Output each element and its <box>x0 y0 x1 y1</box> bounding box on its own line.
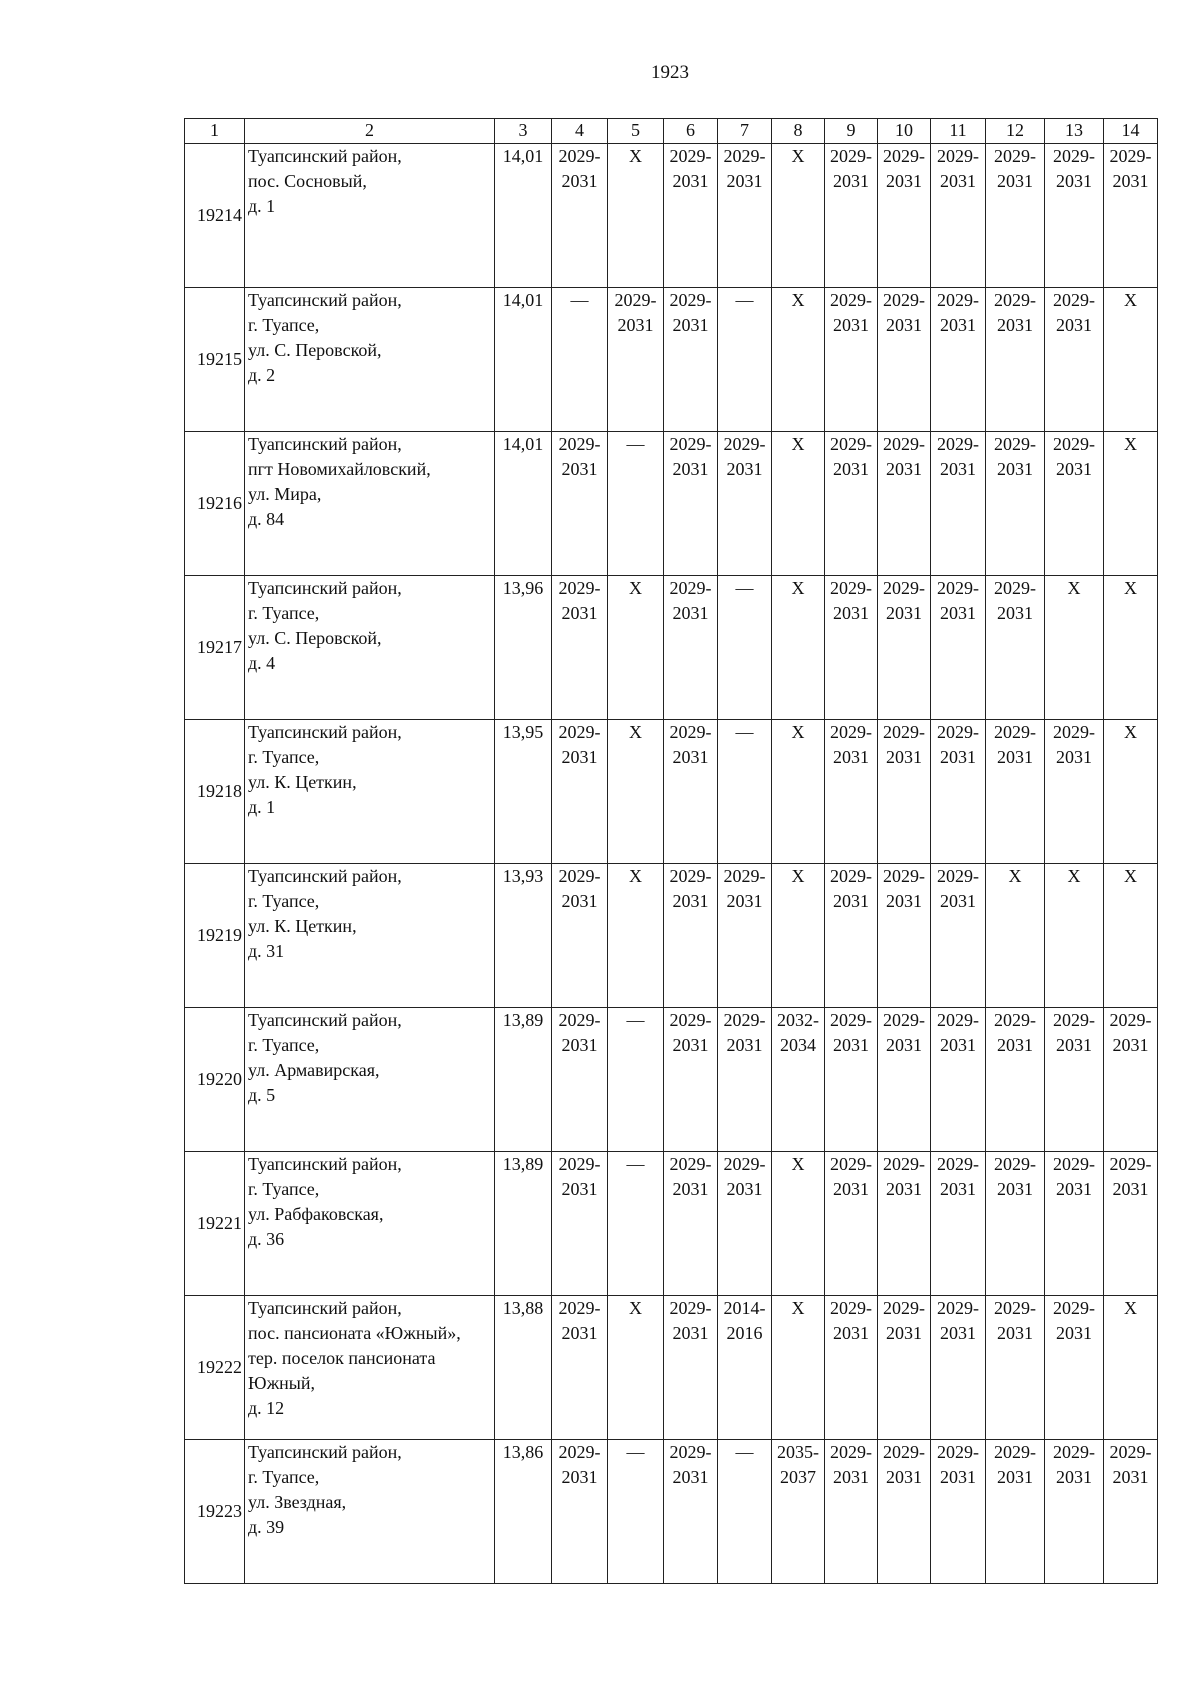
period-cell-col-7: 2029- 2031 <box>718 1008 772 1152</box>
period-cell-col-10: 2029- 2031 <box>878 288 931 432</box>
period-cell-col-4: 2029- 2031 <box>552 432 608 576</box>
period-cell-col-11: 2029- 2031 <box>931 432 986 576</box>
table-row <box>185 1440 1158 1584</box>
row-id: 19215 <box>185 288 245 432</box>
address-cell: Туапсинский район, г. Туапсе, ул. Рабфаковская, д. 36 <box>245 1152 495 1296</box>
column-header-7: 7 <box>718 119 772 144</box>
value-cell: 13,86 <box>495 1440 552 1584</box>
period-cell-col-11: 2029- 2031 <box>931 864 986 1008</box>
period-cell-col-8: Х <box>772 1152 825 1296</box>
address-cell: Туапсинский район, г. Туапсе, ул. К. Цеткин, д. 31 <box>245 864 495 1008</box>
value-cell: 13,93 <box>495 864 552 1008</box>
table-row <box>185 288 1158 432</box>
period-cell-col-4: 2029- 2031 <box>552 1008 608 1152</box>
value-cell: 14,01 <box>495 432 552 576</box>
period-cell-col-13: 2029- 2031 <box>1045 1152 1104 1296</box>
period-cell-col-12: 2029- 2031 <box>986 432 1045 576</box>
address-cell: Туапсинский район, г. Туапсе, ул. К. Цеткин, д. 1 <box>245 720 495 864</box>
period-cell-col-12: 2029- 2031 <box>986 1440 1045 1584</box>
period-cell-col-14: Х <box>1104 1296 1158 1440</box>
column-header-3: 3 <box>495 119 552 144</box>
period-cell-col-4: 2029- 2031 <box>552 1296 608 1440</box>
value-cell: 13,89 <box>495 1008 552 1152</box>
period-cell-col-6: 2029- 2031 <box>664 1296 718 1440</box>
period-cell-col-11: 2029- 2031 <box>931 576 986 720</box>
row-id: 19223 <box>185 1440 245 1584</box>
period-cell-col-10: 2029- 2031 <box>878 864 931 1008</box>
period-cell-col-7: 2029- 2031 <box>718 432 772 576</box>
period-cell-col-14: 2029- 2031 <box>1104 1008 1158 1152</box>
column-header-12: 12 <box>986 119 1045 144</box>
row-id: 19222 <box>185 1296 245 1440</box>
period-cell-col-12: 2029- 2031 <box>986 144 1045 288</box>
row-id: 19220 <box>185 1008 245 1152</box>
period-cell-col-12: 2029- 2031 <box>986 1008 1045 1152</box>
period-cell-col-11: 2029- 2031 <box>931 288 986 432</box>
period-cell-col-5: 2029- 2031 <box>608 288 664 432</box>
period-cell-col-13: 2029- 2031 <box>1045 288 1104 432</box>
period-cell-col-6: 2029- 2031 <box>664 864 718 1008</box>
period-cell-col-5: Х <box>608 720 664 864</box>
period-cell-col-14: Х <box>1104 720 1158 864</box>
period-cell-col-10: 2029- 2031 <box>878 1296 931 1440</box>
row-id: 19219 <box>185 864 245 1008</box>
table-row <box>185 576 1158 720</box>
period-cell-col-7: 2029- 2031 <box>718 1152 772 1296</box>
period-cell-col-11: 2029- 2031 <box>931 144 986 288</box>
period-cell-col-12: Х <box>986 864 1045 1008</box>
table-header <box>185 119 1158 144</box>
period-cell-col-7: 2029- 2031 <box>718 864 772 1008</box>
period-cell-col-6: 2029- 2031 <box>664 1440 718 1584</box>
period-cell-col-8: 2032- 2034 <box>772 1008 825 1152</box>
address-cell: Туапсинский район, г. Туапсе, ул. Армавирская, д. 5 <box>245 1008 495 1152</box>
column-header-6: 6 <box>664 119 718 144</box>
period-cell-col-13: Х <box>1045 864 1104 1008</box>
period-cell-col-10: 2029- 2031 <box>878 1440 931 1584</box>
period-cell-col-9: 2029- 2031 <box>825 1440 878 1584</box>
period-cell-col-9: 2029- 2031 <box>825 1152 878 1296</box>
table-row <box>185 144 1158 288</box>
period-cell-col-14: Х <box>1104 288 1158 432</box>
period-cell-col-11: 2029- 2031 <box>931 1008 986 1152</box>
address-cell: Туапсинский район, пгт Новомихайловский, ул. Мира, д. 84 <box>245 432 495 576</box>
period-cell-col-7: — <box>718 720 772 864</box>
period-cell-col-9: 2029- 2031 <box>825 432 878 576</box>
period-cell-col-9: 2029- 2031 <box>825 1296 878 1440</box>
period-cell-col-8: Х <box>772 864 825 1008</box>
period-cell-col-6: 2029- 2031 <box>664 288 718 432</box>
period-cell-col-10: 2029- 2031 <box>878 1152 931 1296</box>
address-cell: Туапсинский район, г. Туапсе, ул. Звездная, д. 39 <box>245 1440 495 1584</box>
table-row <box>185 720 1158 864</box>
period-cell-col-5: Х <box>608 864 664 1008</box>
period-cell-col-11: 2029- 2031 <box>931 1296 986 1440</box>
period-cell-col-6: 2029- 2031 <box>664 1008 718 1152</box>
period-cell-col-13: 2029- 2031 <box>1045 432 1104 576</box>
period-cell-col-6: 2029- 2031 <box>664 1152 718 1296</box>
table-body <box>185 144 1158 1584</box>
address-cell: Туапсинский район, г. Туапсе, ул. С. Перовской, д. 2 <box>245 288 495 432</box>
period-cell-col-12: 2029- 2031 <box>986 576 1045 720</box>
period-cell-col-8: Х <box>772 144 825 288</box>
period-cell-col-10: 2029- 2031 <box>878 1008 931 1152</box>
period-cell-col-5: Х <box>608 576 664 720</box>
period-cell-col-12: 2029- 2031 <box>986 288 1045 432</box>
period-cell-col-4: 2029- 2031 <box>552 720 608 864</box>
column-header-14: 14 <box>1104 119 1158 144</box>
column-header-10: 10 <box>878 119 931 144</box>
period-cell-col-4: 2029- 2031 <box>552 1152 608 1296</box>
column-header-13: 13 <box>1045 119 1104 144</box>
period-cell-col-13: 2029- 2031 <box>1045 1008 1104 1152</box>
period-cell-col-7: — <box>718 288 772 432</box>
period-cell-col-9: 2029- 2031 <box>825 144 878 288</box>
column-header-2: 2 <box>245 119 495 144</box>
period-cell-col-8: 2035- 2037 <box>772 1440 825 1584</box>
period-cell-col-10: 2029- 2031 <box>878 576 931 720</box>
row-id: 19218 <box>185 720 245 864</box>
period-cell-col-5: — <box>608 432 664 576</box>
period-cell-col-7: 2029- 2031 <box>718 144 772 288</box>
header-row <box>185 119 1158 144</box>
period-cell-col-14: Х <box>1104 576 1158 720</box>
period-cell-col-14: 2029- 2031 <box>1104 1440 1158 1584</box>
period-cell-col-11: 2029- 2031 <box>931 720 986 864</box>
period-cell-col-9: 2029- 2031 <box>825 288 878 432</box>
period-cell-col-13: 2029- 2031 <box>1045 1296 1104 1440</box>
column-header-11: 11 <box>931 119 986 144</box>
value-cell: 13,89 <box>495 1152 552 1296</box>
period-cell-col-13: 2029- 2031 <box>1045 1440 1104 1584</box>
period-cell-col-14: 2029- 2031 <box>1104 144 1158 288</box>
period-cell-col-9: 2029- 2031 <box>825 1008 878 1152</box>
address-cell: Туапсинский район, г. Туапсе, ул. С. Перовской, д. 4 <box>245 576 495 720</box>
period-cell-col-4: 2029- 2031 <box>552 864 608 1008</box>
period-cell-col-10: 2029- 2031 <box>878 720 931 864</box>
period-cell-col-11: 2029- 2031 <box>931 1440 986 1584</box>
address-cell: Туапсинский район, пос. Сосновый, д. 1 <box>245 144 495 288</box>
value-cell: 14,01 <box>495 144 552 288</box>
period-cell-col-12: 2029- 2031 <box>986 720 1045 864</box>
period-cell-col-9: 2029- 2031 <box>825 720 878 864</box>
period-cell-col-9: 2029- 2031 <box>825 864 878 1008</box>
period-cell-col-11: 2029- 2031 <box>931 1152 986 1296</box>
period-cell-col-4: 2029- 2031 <box>552 576 608 720</box>
period-cell-col-12: 2029- 2031 <box>986 1296 1045 1440</box>
period-cell-col-6: 2029- 2031 <box>664 432 718 576</box>
period-cell-col-13: 2029- 2031 <box>1045 720 1104 864</box>
period-cell-col-13: Х <box>1045 576 1104 720</box>
period-cell-col-5: Х <box>608 144 664 288</box>
period-cell-col-8: Х <box>772 576 825 720</box>
period-cell-col-9: 2029- 2031 <box>825 576 878 720</box>
period-cell-col-7: — <box>718 576 772 720</box>
period-cell-col-6: 2029- 2031 <box>664 144 718 288</box>
table-row <box>185 1296 1158 1440</box>
period-cell-col-13: 2029- 2031 <box>1045 144 1104 288</box>
row-id: 19214 <box>185 144 245 288</box>
period-cell-col-8: Х <box>772 432 825 576</box>
table-row <box>185 432 1158 576</box>
column-header-9: 9 <box>825 119 878 144</box>
column-header-5: 5 <box>608 119 664 144</box>
housing-register-table <box>184 118 1158 1584</box>
value-cell: 13,88 <box>495 1296 552 1440</box>
column-header-8: 8 <box>772 119 825 144</box>
period-cell-col-5: — <box>608 1440 664 1584</box>
value-cell: 13,95 <box>495 720 552 864</box>
table-row <box>185 1152 1158 1296</box>
period-cell-col-8: Х <box>772 720 825 864</box>
period-cell-col-5: — <box>608 1152 664 1296</box>
period-cell-col-14: Х <box>1104 432 1158 576</box>
table-row <box>185 1008 1158 1152</box>
period-cell-col-6: 2029- 2031 <box>664 576 718 720</box>
period-cell-col-4: — <box>552 288 608 432</box>
value-cell: 13,96 <box>495 576 552 720</box>
period-cell-col-5: — <box>608 1008 664 1152</box>
period-cell-col-8: Х <box>772 1296 825 1440</box>
table-row <box>185 864 1158 1008</box>
address-cell: Туапсинский район, пос. пансионата «Южный», тер. поселок пансионата Южный, д. 12 <box>245 1296 495 1440</box>
period-cell-col-4: 2029- 2031 <box>552 144 608 288</box>
row-id: 19217 <box>185 576 245 720</box>
row-id: 19221 <box>185 1152 245 1296</box>
period-cell-col-10: 2029- 2031 <box>878 144 931 288</box>
column-header-4: 4 <box>552 119 608 144</box>
period-cell-col-14: Х <box>1104 864 1158 1008</box>
period-cell-col-6: 2029- 2031 <box>664 720 718 864</box>
period-cell-col-12: 2029- 2031 <box>986 1152 1045 1296</box>
value-cell: 14,01 <box>495 288 552 432</box>
period-cell-col-10: 2029- 2031 <box>878 432 931 576</box>
period-cell-col-4: 2029- 2031 <box>552 1440 608 1584</box>
period-cell-col-7: 2014- 2016 <box>718 1296 772 1440</box>
period-cell-col-7: — <box>718 1440 772 1584</box>
period-cell-col-8: Х <box>772 288 825 432</box>
period-cell-col-5: Х <box>608 1296 664 1440</box>
period-cell-col-14: 2029- 2031 <box>1104 1152 1158 1296</box>
page-number: 1923 <box>651 62 689 83</box>
row-id: 19216 <box>185 432 245 576</box>
column-header-1: 1 <box>185 119 245 144</box>
